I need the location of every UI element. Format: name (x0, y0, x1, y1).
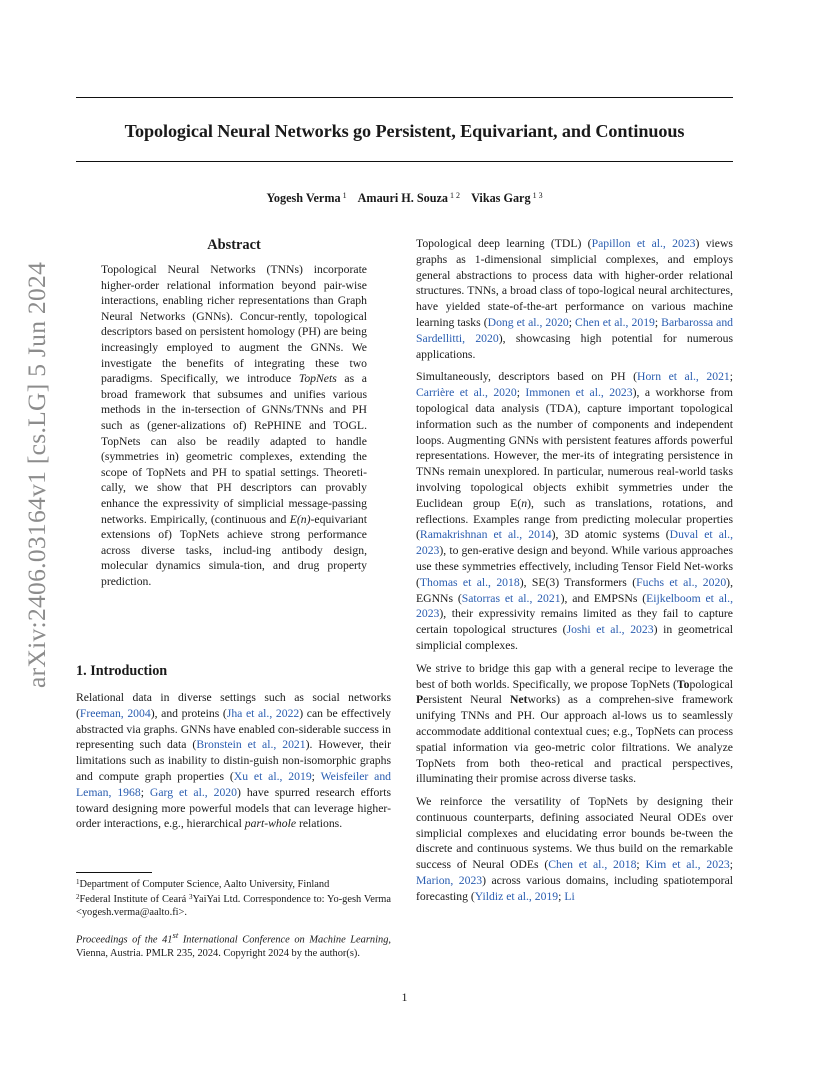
citation-link[interactable]: Thomas et al., 2018 (419, 575, 520, 589)
citation-link[interactable]: Barbarossa and Sardellitti, 2020 (416, 315, 733, 345)
citation-link[interactable]: Horn et al., 2021 (637, 370, 730, 384)
citation-link[interactable]: Carrière et al., 2020 (416, 386, 517, 400)
citation-link[interactable]: Satorras et al., 2021 (461, 591, 561, 605)
citation-link[interactable]: Eijkelboom et al., 2023 (416, 591, 734, 621)
paragraph: We strive to bridge this gap with a general recipe to leverage the best of both worlds. Specifically, we propose TopNets (Topological Persistent Neural Networks) as a comprehen-sive framework unifying TNNs and PH. Our approach al-lows us to seamlessly accommodate additional contextual cues; e.g., TopNets can process spatial information via geo-metric color filtrations. We analyze TopNets from both theo-retical and practical perspectives, illuminating their promise across diverse tasks. (416, 661, 733, 786)
section-heading-introduction: 1. Introduction (76, 663, 168, 679)
abstract-text: Topological Neural Networks (TNNs) incorporate higher-order relational information beyond pair-wise interactions, enabling richer representations than Graph Neural Networks (GNNs). Concur-rently, topological descriptors based on persistent homology (PH) are being increasingly employed to augment the GNNs. We investigate the benefits of integrating these two paradigms. Specifically, we introduce TopNets as a broad framework that subsumes and unifies various methods in the in-tersection of GNNs/TNNs and PH such as (gener-alizations of) RePHINE and TOGL. TopNets can also be readily adapted to handle (symmetries in) geometric complexes, extending the scope of TopNets and PH to spatial settings. Theoreti-cally, we show that PH descriptors can provably enhance the expressivity of simplicial message-passing networks. Empirically, (continuous and E(n)-equivariant extensions of) TopNets achieve strong performance across diverse tasks, includ-ing antibody design, molecular dynamics simula-tion, and drug property prediction. (101, 263, 367, 588)
paragraph: Topological deep learning (TDL) (Papillon et al., 2023) views graphs as 1-dimensional simplicial complexes, and employs general abstractions to process data with higher-order relational structures. TNNs, a broad class of topo-logical neural architectures, have yielded state-of-the-art performance on various machine learning tasks (Dong et al., 2020; Chen et al., 2019; Barbarossa and Sardellitti, 2020), showcasing high potential for numerous applications. (416, 237, 733, 361)
title-rule-top (76, 97, 733, 98)
title-rule-bottom (76, 161, 733, 162)
right-column (416, 236, 733, 912)
citation-link[interactable]: Xu et al., 2019 (233, 769, 312, 783)
citation-link[interactable]: Jha et al., 2022 (226, 706, 300, 720)
footnote-rule (76, 872, 152, 873)
introduction-paragraph: Relational data in diverse settings such as social networks (Freeman, 2004), and proteins (Jha et al., 2022) can be effectively abstracted via graphs. GNNs have enabled con-siderable success in representing such data (Bronstein et al., 2021). However, their limitations such as inability to distin-guish non-isomorphic graphs and compute graph properties (Xu et al., 2019; Weisfeiler and Leman, 1968; Garg et al., 2020) have spurred research efforts toward designing more powerful models that can leverage higher-order interactions, e.g., hierarchical part-whole relations. (76, 691, 392, 831)
citation-link[interactable]: Kim et al., 2023 (645, 858, 730, 872)
citation-link[interactable]: Papillon et al., 2023 (591, 237, 696, 250)
paragraph: Simultaneously, descriptors based on PH (Horn et al., 2021; Carrière et al., 2020; Immonen et al., 2023), a workhorse from topological data analysis (TDA), capture important topological information such as the number of components and independent loops. Augmenting GNNs with persistent features affords powerful representations. However, the mer-its of integrating persistence in TNNs remain unexplored. In particular, numerous real-world tasks involving topological objects exhibit symmetries under the Euclidean group E(n), such as translations, rotations, and reflections. Examples range from predicting molecular properties (Ramakrishnan et al., 2014), 3D atomic systems (Duval et al., 2023), to gen-erative design and beyond. While various approaches use these symmetries effectively, including Tensor Field Net-works (Thomas et al., 2018), SE(3) Transformers (Fuchs et al., 2020), EGNNs (Satorras et al., 2021), and EMPSNs (Eijkelboom et al., 2023), their expressivity remains limited as they fail to capture certain topological structures (Joshi et al., 2023) in geometrical simplicial complexes. (416, 370, 734, 652)
citation-link[interactable]: Chen et al., 2019 (575, 315, 655, 329)
citation-link[interactable]: Marion, 2023 (416, 874, 483, 888)
citation-link[interactable]: Li (564, 889, 575, 903)
citation-link[interactable]: Bronstein et al., 2021 (196, 738, 306, 752)
author-list (76, 191, 733, 206)
citation-link[interactable]: Immonen et al., 2023 (525, 386, 633, 400)
citation-link[interactable]: Chen et al., 2018 (548, 858, 637, 872)
citation-link[interactable]: Dong et al., 2020 (487, 315, 569, 329)
citation-link[interactable]: Garg et al., 2020 (149, 785, 237, 799)
abstract-heading: Abstract (207, 237, 261, 253)
author: Yogesh Verma $^1$ (266, 191, 347, 205)
citation-link[interactable]: Freeman, 2004 (79, 706, 151, 720)
author: Vikas Garg $^{1 3}$ (471, 191, 543, 205)
proceedings-note: Proceedings of the 41st International Conference on Machine Learning, Vienna, Austria. PMLR 235, 2024. Copyright 2024 by the author(s). (76, 930, 391, 959)
paragraph: We reinforce the versatility of TopNets by designing their continuous counterparts, defining associated Neural ODEs over simplicial complexes and elucidating error bounds be-tween the discrete and continuous systems. We thus build on the remarkable success of Neural ODEs (Chen et al., 2018; Kim et al., 2023; Marion, 2023) across various domains, including spatiotemporal forecasting (Yildiz et al., 2019; Li (416, 795, 734, 903)
affiliation-footnote: $^1$Department of Computer Science, Aalto University, Finland $^2$Federal Institute of Ceará $^3$YaiYai Ltd. Correspondence to: Yo-gesh Verma <yogesh.verma@aalto.fi>. (76, 878, 391, 918)
page-number: 1 (401, 990, 408, 1004)
author: Amauri H. Souza $^{1 2}$ (357, 191, 461, 205)
citation-link[interactable]: Weisfeiler and Leman, 1968 (76, 769, 392, 799)
citation-link[interactable]: Ramakrishnan et al., 2014 (419, 528, 552, 542)
citation-link[interactable]: Joshi et al., 2023 (566, 623, 654, 637)
citation-link[interactable]: Duval et al., 2023 (416, 528, 733, 558)
paper-title: Topological Neural Networks go Persistent, Equivariant, and Continuous (124, 121, 685, 141)
citation-link[interactable]: Fuchs et al., 2020 (636, 575, 727, 589)
citation-link[interactable]: Yildiz et al., 2019 (474, 889, 559, 903)
